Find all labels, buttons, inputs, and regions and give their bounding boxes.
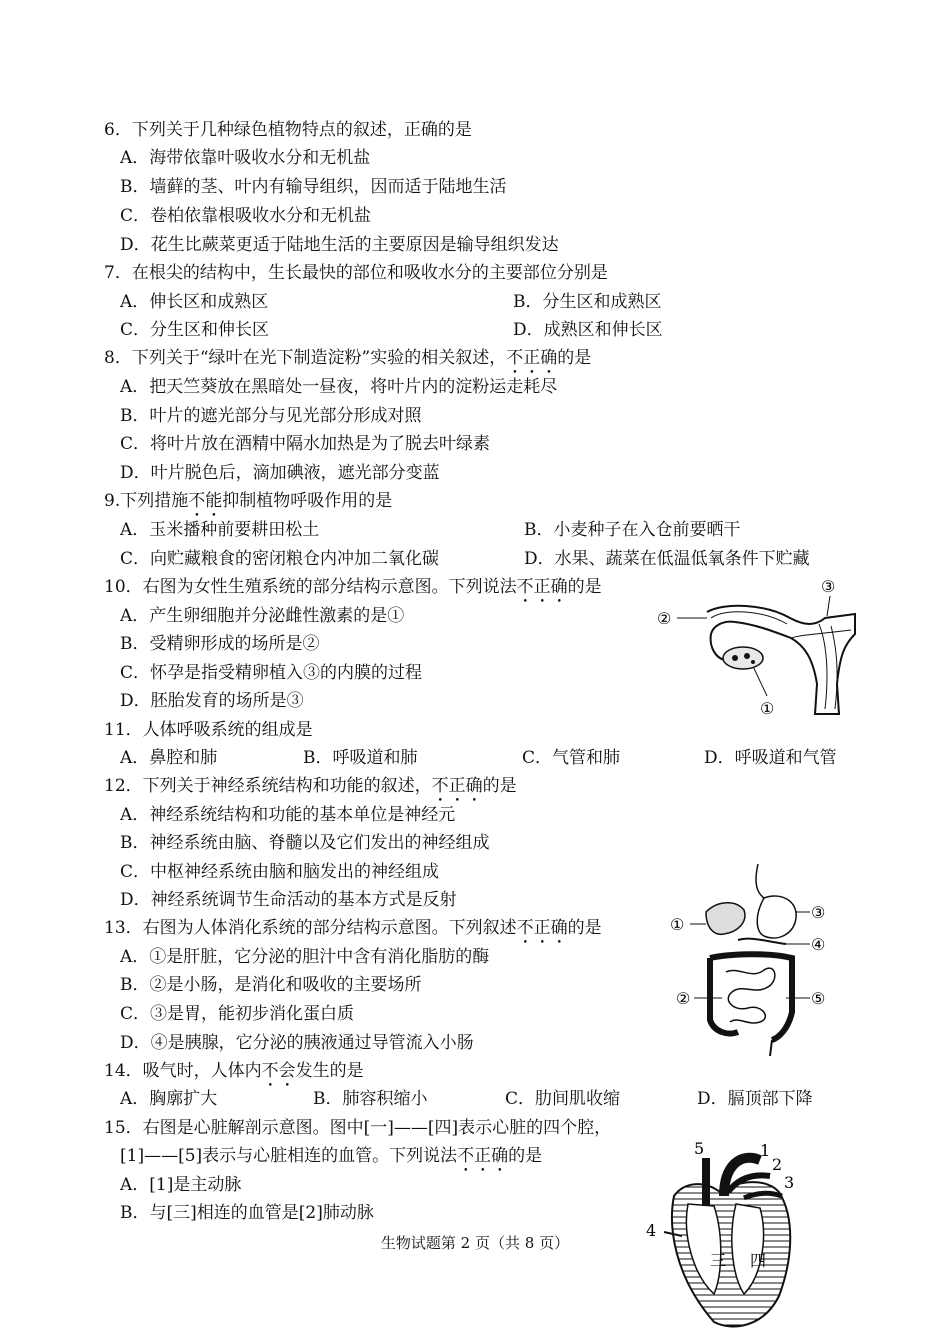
q15-option-b: B．与[三]相连的血管是[2]肺动脉 — [120, 1203, 374, 1223]
female-reproductive-figure — [655, 574, 860, 724]
figure-label-3: 3 — [784, 1173, 795, 1192]
chamber-label-4: 四 — [750, 1251, 767, 1270]
q7-option-a: A．伸长区和成熟区 — [120, 292, 269, 312]
q10-option-c: C．怀孕是指受精卵植入③的内膜的过程 — [120, 663, 423, 683]
q12-option-d: D．神经系统调节生命活动的基本方式是反射 — [120, 890, 457, 910]
q14-stem: 14．吸气时，人体内不会发生的是 — [104, 1061, 364, 1081]
q10-option-a: A．产生卵细胞并分泌雌性激素的是① — [120, 606, 405, 626]
figure-label-1: ① — [670, 915, 685, 934]
q10-option-b: B．受精卵形成的场所是② — [120, 634, 320, 654]
q9-option-b: B．小麦种子在入仓前要晒干 — [524, 520, 741, 540]
figure-label-2: 2 — [772, 1155, 783, 1174]
figure-label-1: 1 — [760, 1141, 771, 1160]
q12-option-a: A．神经系统结构和功能的基本单位是神经元 — [120, 805, 456, 825]
q7-option-c: C．分生区和伸长区 — [120, 320, 270, 340]
figure-label-3: ③ — [821, 577, 836, 596]
q8-option-b: B．叶片的遮光部分与见光部分形成对照 — [120, 406, 422, 426]
figure-label-1: ① — [760, 699, 775, 718]
q13-option-d: D．④是胰腺，它分泌的胰液通过导管流入小肠 — [120, 1033, 474, 1053]
q6-option-b: B．墙藓的茎、叶内有输导组织，因而适于陆地生活 — [120, 177, 507, 197]
q7-option-d: D．成熟区和伸长区 — [513, 320, 663, 340]
q10-option-d: D．胚胎发育的场所是③ — [120, 691, 304, 711]
figure-label-4: ④ — [811, 935, 826, 954]
q6-option-a: A．海带依靠叶吸收水分和无机盐 — [120, 148, 371, 168]
q14-option-b: B．肺容积缩小 — [313, 1089, 428, 1109]
q8-option-d: D．叶片脱色后，滴加碘液，遮光部分变蓝 — [120, 463, 440, 483]
q6-option-c: C．卷柏依靠根吸收水分和无机盐 — [120, 206, 372, 226]
q11-stem: 11．人体呼吸系统的组成是 — [104, 720, 313, 740]
q9-option-d: D．水果、蔬菜在低温低氧条件下贮藏 — [524, 549, 810, 569]
q15-option-a: A．[1]是主动脉 — [120, 1175, 242, 1195]
q7-stem: 7．在根尖的结构中，生长最快的部位和吸收水分的主要部位分别是 — [104, 263, 608, 283]
q12-option-b: B．神经系统由脑、脊髓以及它们发出的神经组成 — [120, 833, 490, 853]
q14-option-a: A．胸廓扩大 — [120, 1089, 218, 1109]
q15-stem: 15．右图是心脏解剖示意图。图中[一]——[四]表示心脏的四个腔， — [104, 1118, 612, 1138]
q13-option-c: C．③是胃，能初步消化蛋白质 — [120, 1004, 355, 1024]
q11-option-c: C．气管和肺 — [522, 748, 621, 768]
figure-label-2: ② — [657, 609, 672, 628]
digestive-system-figure — [668, 862, 838, 1058]
q6-option-d: D．花生比蕨菜更适于陆地生活的主要原因是输导组织发达 — [120, 235, 559, 255]
q6-stem: 6．下列关于几种绿色植物特点的叙述，正确的是 — [104, 120, 472, 140]
q9-option-c: C．向贮藏粮食的密闭粮仓内冲加二氧化碳 — [120, 549, 440, 569]
figure-label-5: ⑤ — [811, 989, 826, 1008]
figure-label-4: 4 — [646, 1221, 657, 1240]
q10-stem: 10．右图为女性生殖系统的部分结构示意图。下列说法不正确的是 — [104, 577, 602, 597]
q12-option-c: C．中枢神经系统由脑和脑发出的神经组成 — [120, 862, 440, 882]
page-footer: 生物试题第 2 页（共 8 页） — [380, 1234, 570, 1252]
figure-label-5: 5 — [694, 1139, 705, 1158]
figure-label-3: ③ — [811, 903, 826, 922]
q8-option-a: A．把天竺葵放在黑暗处一昼夜，将叶片内的淀粉运走耗尽 — [120, 377, 558, 397]
q13-option-a: A．①是肝脏，它分泌的胆汁中含有消化脂肪的酶 — [120, 947, 490, 967]
q11-option-b: B．呼吸道和肺 — [303, 748, 418, 768]
q7-option-b: B．分生区和成熟区 — [513, 292, 662, 312]
q13-option-b: B．②是小肠，是消化和吸收的主要场所 — [120, 975, 422, 995]
q15-stem-line2: [1]——[5]表示与心脏相连的血管。下列说法不正确的是 — [120, 1146, 543, 1166]
q12-stem: 12．下列关于神经系统结构和功能的叙述，不正确的是 — [104, 776, 517, 796]
q8-option-c: C．将叶片放在酒精中隔水加热是为了脱去叶绿素 — [120, 434, 491, 454]
q14-option-c: C．肋间肌收缩 — [505, 1089, 621, 1109]
q11-option-a: A．鼻腔和肺 — [120, 748, 218, 768]
q11-option-d: D．呼吸道和气管 — [704, 748, 837, 768]
q13-stem: 13．右图为人体消化系统的部分结构示意图。下列叙述不正确的是 — [104, 918, 602, 938]
q9-option-a: A．玉米播种前要耕田松土 — [120, 520, 320, 540]
chamber-label-3: 三 — [710, 1251, 727, 1270]
q9-stem: 9.下列措施不能抑制植物呼吸作用的是 — [104, 491, 393, 511]
figure-label-2: ② — [676, 989, 691, 1008]
q14-option-d: D．膈顶部下降 — [697, 1089, 813, 1109]
q8-stem: 8．下列关于“绿叶在光下制造淀粉”实验的相关叙述，不正确的是 — [104, 348, 592, 368]
